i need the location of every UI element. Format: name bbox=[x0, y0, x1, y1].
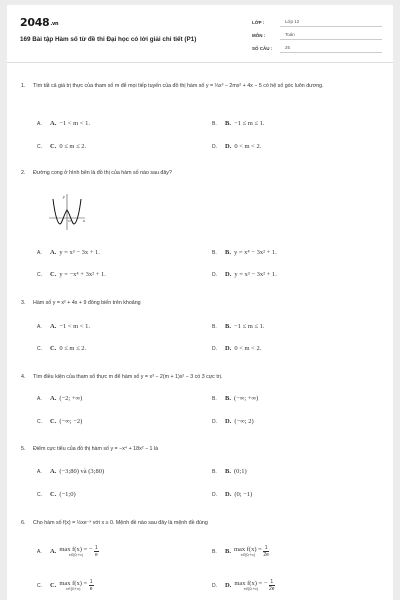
question-text: Đường cong ở hình bên là đồ thị của hàm số nào sau đây? bbox=[33, 170, 172, 176]
page-title: 169 Bài tập Hàm số từ đề thi Đại học có lời giải chi tiết (P1) bbox=[20, 36, 197, 43]
meta-count-value: 25 bbox=[280, 45, 382, 53]
logo-text: 2048 bbox=[20, 16, 50, 29]
option-4d[interactable]: D. D. (−∞; 2) bbox=[212, 418, 254, 425]
option-2b[interactable]: B. B. y = x⁴ − 3x² + 1. bbox=[212, 249, 277, 256]
question-1 bbox=[21, 82, 383, 90]
option-1b[interactable]: B. B. −1 ≤ m ≤ 1. bbox=[212, 120, 265, 127]
option-2a[interactable]: A. A. y = x³ − 3x + 1. bbox=[37, 249, 100, 256]
question-number: 6. bbox=[21, 520, 26, 526]
meta-subject-row bbox=[252, 28, 382, 40]
question-text: Điểm cực tiểu của đồ thị hàm số y = −x⁴ + 18x² − 1 là bbox=[33, 446, 159, 452]
option-5a[interactable]: A. A. (−3;80) và (3;80) bbox=[37, 468, 105, 475]
option-2c[interactable]: C. C. y = −x⁴ + 3x² + 1. bbox=[37, 271, 106, 278]
option-5b[interactable]: B. B. (0;1) bbox=[212, 468, 247, 475]
graph-origin-label: O bbox=[68, 219, 71, 223]
option-6b[interactable]: B. B. max f(x) = x∈[0;+∞) $\frac{1}{2e}$ bbox=[212, 545, 269, 558]
option-5d[interactable]: D. D. (0; −1) bbox=[212, 491, 253, 498]
option-1d[interactable]: D. D. 0 < m < 2. bbox=[212, 143, 262, 150]
site-logo[interactable] bbox=[20, 16, 58, 29]
option-3a[interactable]: A. A. −1 < m < 1. bbox=[37, 323, 91, 330]
meta-class-value: Lớp 12 bbox=[280, 19, 382, 27]
question-number: 2. bbox=[21, 170, 26, 176]
option-4c[interactable]: C. C. (−∞; −2) bbox=[37, 418, 83, 425]
question-number: 5. bbox=[21, 446, 26, 452]
meta-subject-label: MÔN : bbox=[252, 33, 266, 38]
question-number: 4. bbox=[21, 374, 26, 380]
document-meta bbox=[252, 15, 382, 54]
question-2 bbox=[21, 169, 383, 177]
meta-count-row bbox=[252, 41, 382, 53]
function-graph bbox=[47, 192, 87, 232]
question-3 bbox=[21, 299, 383, 307]
question-text: Tìm tất cả giá trị thực của tham số m để mọi tiếp tuyến của đồ thị hàm số y = ⅓x³ − 2mx² + 4x − 5 có hệ số góc luôn dương. bbox=[33, 83, 324, 89]
question-text: Tìm điều kiện của tham số thực m để hàm số y = x³ − 2(m + 1)x² − 3 có 3 cực trị. bbox=[33, 374, 223, 380]
meta-subject-value: Toán bbox=[280, 32, 382, 40]
question-number: 3. bbox=[21, 300, 26, 306]
meta-class-label: LỚP : bbox=[252, 20, 265, 25]
option-6a[interactable]: A. A. max f(x) = − x∈[0;+∞) $\frac{1}{e}$ bbox=[37, 545, 98, 558]
question-text: Hàm số y = x² + 4x + 9 đồng biến trên khoảng bbox=[33, 300, 141, 306]
option-2d[interactable]: D. D. y = x³ − 3x² + 1. bbox=[212, 271, 277, 278]
option-5c[interactable]: C. C. (−1;0) bbox=[37, 491, 76, 498]
meta-count-label: SỐ CÂU : bbox=[252, 46, 273, 51]
option-3b[interactable]: B. B. −1 ≤ m ≤ 1. bbox=[212, 323, 265, 330]
option-4a[interactable]: A. A. (−2; +∞) bbox=[37, 395, 83, 402]
option-6d[interactable]: D. D. max f(x) = − x∈[0;+∞) $\frac{1}{2e}$ bbox=[212, 579, 275, 592]
option-4b[interactable]: B. B. (−∞; +∞) bbox=[212, 395, 259, 402]
option-1a[interactable]: A. A. −1 < m < 1. bbox=[37, 120, 91, 127]
question-5 bbox=[21, 445, 383, 453]
question-text: Cho hàm số f(x) = ½xe⁻ˣ với x ≥ 0. Mệnh đề nào sau đây là mệnh đề đúng bbox=[33, 520, 208, 526]
graph-y-label: y bbox=[63, 194, 65, 199]
question-number: 1. bbox=[21, 83, 26, 89]
logo-suffix: .vn bbox=[50, 21, 59, 27]
option-3c[interactable]: C. C. 0 ≤ m ≤ 2. bbox=[37, 345, 87, 352]
question-6 bbox=[21, 519, 383, 527]
option-6c[interactable]: C. C. max f(x) = x∈[0;+∞) $\frac{1}{e}$ bbox=[37, 579, 93, 592]
option-1c[interactable]: C. C. 0 ≤ m ≤ 2. bbox=[37, 143, 87, 150]
document-header bbox=[7, 5, 393, 63]
meta-class-row bbox=[252, 15, 382, 27]
question-4 bbox=[21, 373, 383, 381]
option-3d[interactable]: D. D. 0 < m < 2. bbox=[212, 345, 262, 352]
document-page bbox=[7, 5, 393, 600]
graph-x-label: x bbox=[83, 218, 85, 223]
